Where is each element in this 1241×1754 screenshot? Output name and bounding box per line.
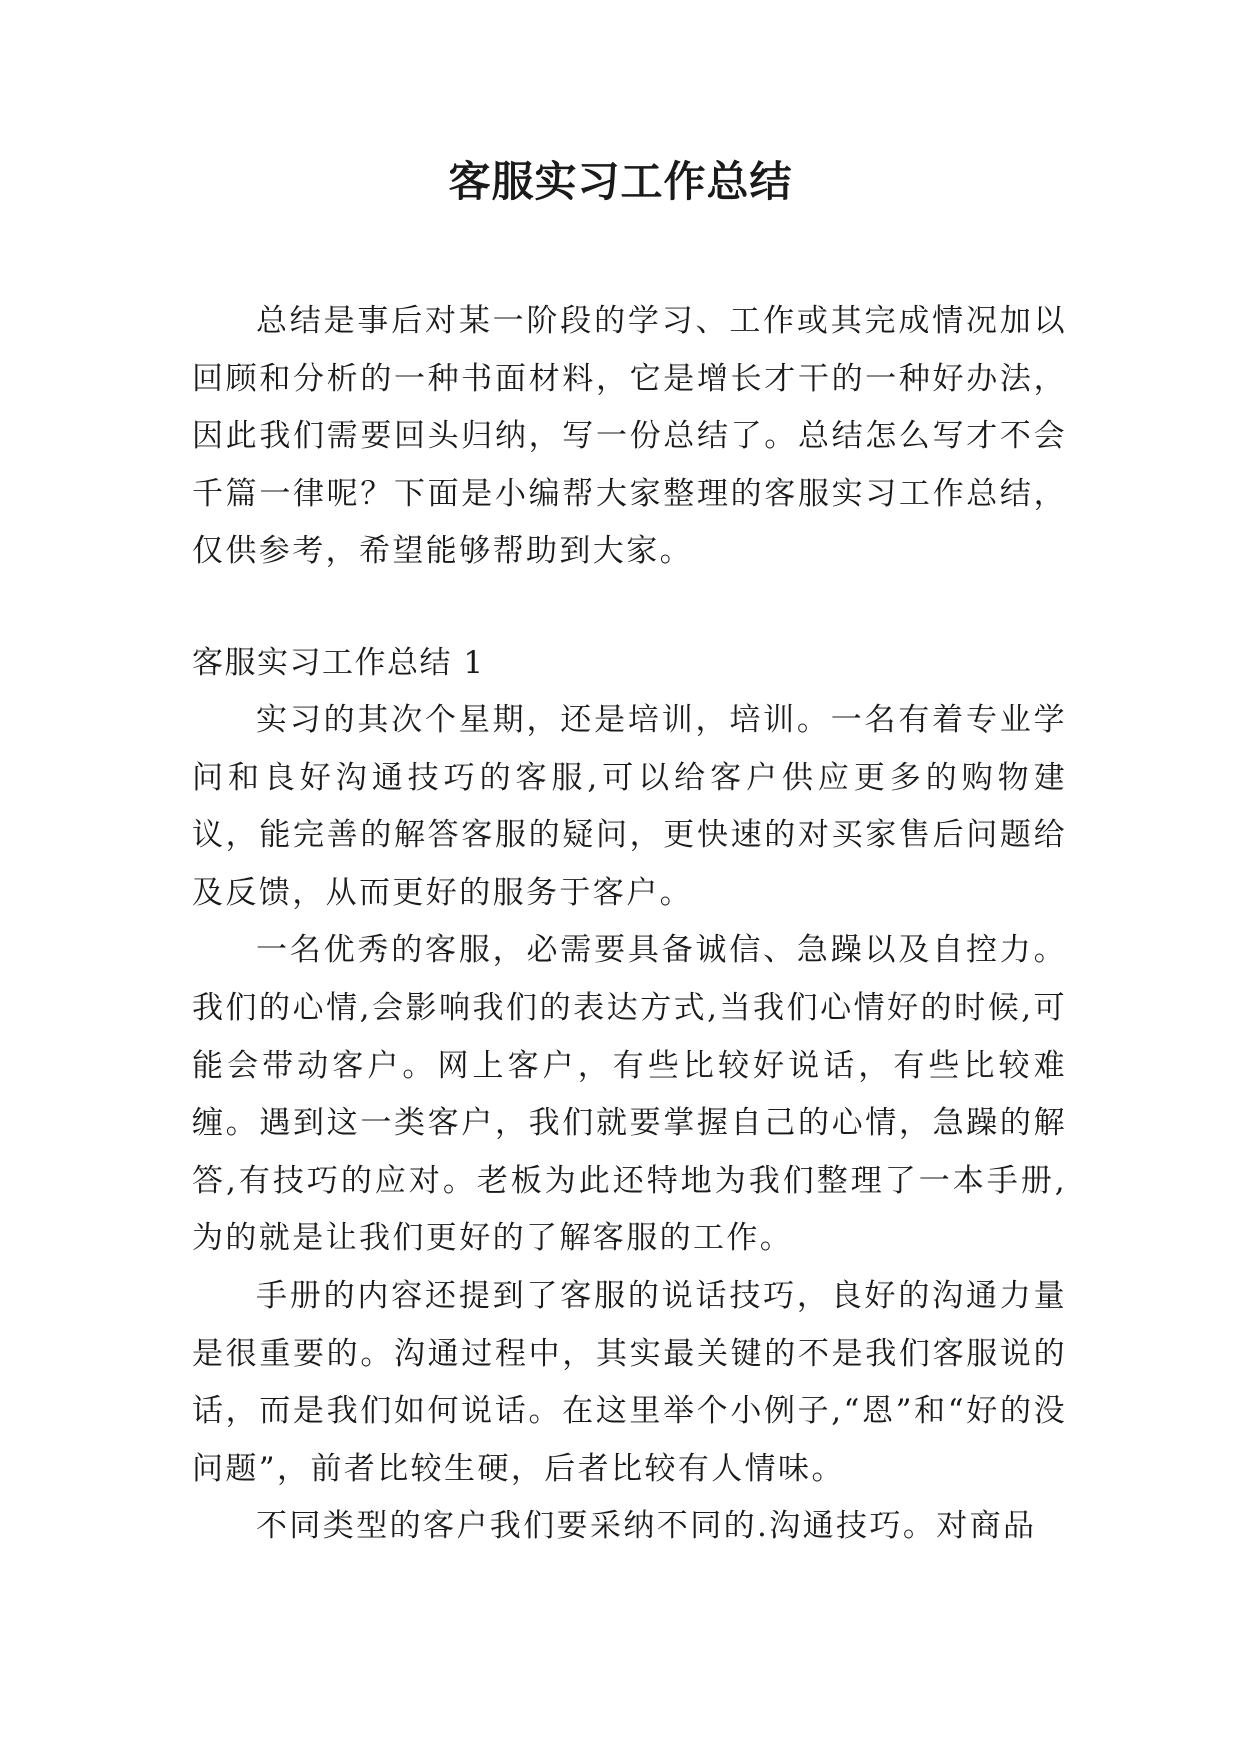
body-paragraph: 不同类型的客户我们要采纳不同的.沟通技巧。对商品 — [256, 1508, 1037, 1545]
document-title: 客服实习工作总结 — [448, 157, 793, 206]
body-paragraph: 手册的内容还提到了客服的说话技巧，良好的沟通力量是很重要的。沟通过程中，其实最关键的不是我们客服说的话，而是我们如何说话。在这里举个小例子,“恩”和“好的没问题”，前者比较生硬，后者比较有人情味。 — [192, 1277, 1067, 1487]
body-paragraph: 实习的其次个星期，还是培训，培训。一名有着专业学问和良好沟通技巧的客服,可以给客户供应更多的购物建议，能完善的解答客服的疑问，更快速的对买家售后问题给及反馈，从而更好的服务于客户。 — [192, 702, 1067, 911]
section-body — [192, 692, 1067, 1556]
intro-paragraph: 总结是事后对某一阶段的学习、工作或其完成情况加以回顾和分析的一种书面材料，它是增长才干的一种好办法，因此我们需要回头归纳，写一份总结了。总结怎么写才不会千篇一律呢？下面是小编帮大家整理的客服实习工作总结，仅供参考，希望能够帮助到大家。 — [192, 303, 1067, 570]
body-paragraph: 一名优秀的客服，必需要具备诚信、急躁以及自控力。我们的心情,会影响我们的表达方式,当我们心情好的时候,可能会带动客户。网上客户，有些比较好说话，有些比较难缠。遇到这一类客户，我们就要掌握自己的心情，急躁的解答,有技巧的应对。老板为此还特地为我们整理了一本手册,为的就是让我们更好的了解客服的工作。 — [192, 932, 1067, 1257]
section-heading: 客服实习工作总结 1 — [192, 645, 485, 681]
